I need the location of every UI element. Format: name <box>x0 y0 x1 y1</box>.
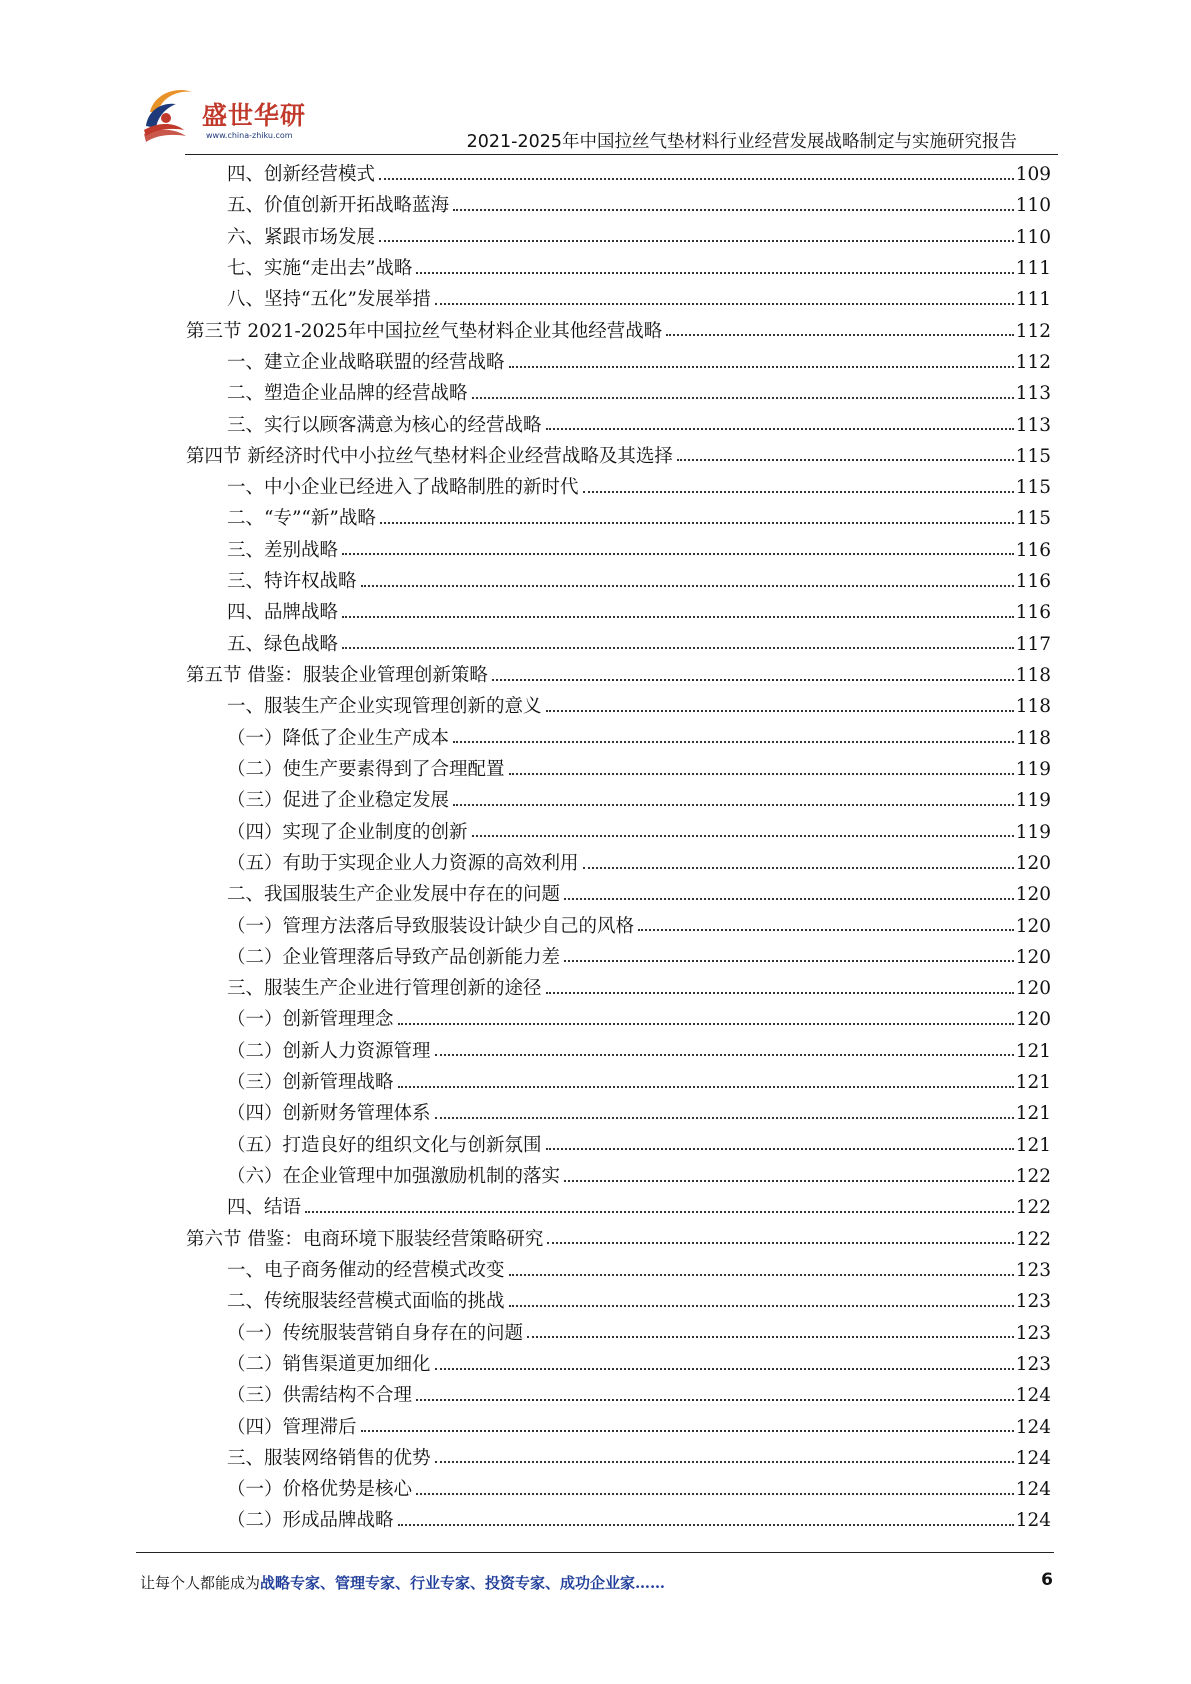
toc-entry[interactable] <box>186 1192 1051 1223</box>
toc-entry-title: 四、结语 <box>227 1197 302 1219</box>
toc-dot-leader <box>583 491 1014 493</box>
toc-entry[interactable] <box>186 316 1051 347</box>
toc-entry-page: 116 <box>1015 539 1051 561</box>
toc-entry-title: 五、绿色战略 <box>227 633 339 655</box>
toc-entry-title: （五）打造良好的组织文化与创新氛围 <box>227 1134 542 1156</box>
toc-dot-leader <box>546 992 1014 994</box>
logo-url: www.china-zhiku.com <box>206 131 293 140</box>
table-of-contents <box>186 159 1051 1537</box>
logo-name: 盛世华研 <box>202 101 307 130</box>
toc-dot-leader <box>666 334 1013 336</box>
toc-dot-leader <box>416 1399 1014 1401</box>
toc-entry-page: 123 <box>1015 1291 1051 1313</box>
toc-dot-leader <box>547 1242 1013 1244</box>
toc-dot-leader <box>546 710 1014 712</box>
toc-dot-leader <box>435 1461 1014 1463</box>
toc-entry[interactable] <box>186 1474 1051 1505</box>
toc-entry-title: 三、服装生产企业进行管理创新的途径 <box>227 978 542 1000</box>
toc-entry-title: （二）使生产要素得到了合理配置 <box>227 758 505 780</box>
toc-entry[interactable] <box>186 1255 1051 1286</box>
toc-entry-page: 110 <box>1015 195 1051 217</box>
toc-entry-page: 120 <box>1015 978 1051 1000</box>
toc-entry-title: （四）实现了企业制度的创新 <box>227 821 468 843</box>
toc-entry[interactable] <box>186 848 1051 879</box>
toc-dot-leader <box>435 1054 1014 1056</box>
toc-entry-title: 三、实行以顾客满意为核心的经营战略 <box>227 414 542 436</box>
toc-dot-leader <box>435 1368 1014 1370</box>
toc-entry[interactable] <box>186 1098 1051 1129</box>
toc-entry-title: （二）销售渠道更加细化 <box>227 1353 431 1375</box>
toc-entry-title: 三、差别战略 <box>227 539 339 561</box>
toc-entry-page: 116 <box>1015 602 1051 624</box>
toc-entry-page: 113 <box>1015 383 1051 405</box>
toc-dot-leader <box>379 240 1014 242</box>
toc-entry-title: 四、品牌战略 <box>227 602 339 624</box>
toc-entry[interactable] <box>186 1224 1051 1255</box>
logo-emblem-icon <box>140 82 206 148</box>
toc-entry[interactable] <box>186 1004 1051 1035</box>
toc-entry-title: （四）创新财务管理体系 <box>227 1103 431 1125</box>
toc-entry[interactable] <box>186 1443 1051 1474</box>
toc-entry[interactable] <box>186 942 1051 973</box>
toc-dot-leader <box>416 272 1013 274</box>
toc-entry-page: 122 <box>1015 1197 1051 1219</box>
toc-dot-leader <box>435 303 1014 305</box>
toc-dot-leader <box>342 553 1014 555</box>
toc-entry-page: 111 <box>1015 257 1051 279</box>
toc-entry-page: 120 <box>1015 884 1051 906</box>
toc-entry-page: 123 <box>1015 1322 1051 1344</box>
toc-dot-leader <box>546 1148 1014 1150</box>
toc-entry-title: 二、我国服装生产企业发展中存在的问题 <box>227 884 561 906</box>
toc-entry[interactable] <box>186 535 1051 566</box>
toc-dot-leader <box>638 929 1014 931</box>
footer-slogan <box>140 1572 665 1593</box>
toc-dot-leader <box>509 773 1014 775</box>
toc-entry-title: （三）促进了企业稳定发展 <box>227 790 450 812</box>
toc-entry[interactable] <box>186 378 1051 409</box>
toc-entry-title: （二）创新人力资源管理 <box>227 1040 431 1062</box>
toc-dot-leader <box>380 522 1014 524</box>
page-header <box>0 0 1191 160</box>
toc-entry-page: 113 <box>1015 414 1051 436</box>
toc-entry-title: 二、塑造企业品牌的经营战略 <box>227 383 468 405</box>
toc-entry[interactable] <box>186 1505 1051 1536</box>
toc-entry[interactable] <box>186 597 1051 628</box>
toc-entry[interactable] <box>186 785 1051 816</box>
toc-entry-page: 118 <box>1015 665 1051 686</box>
toc-entry-title: 第三节 2021-2025年中国拉丝气垫材料企业其他经营战略 <box>186 320 663 342</box>
page-number: 6 <box>1041 1570 1053 1590</box>
toc-dot-leader <box>342 616 1014 618</box>
toc-dot-leader <box>453 209 1014 211</box>
toc-entry-title: （四）管理滞后 <box>227 1416 357 1438</box>
toc-dot-leader <box>342 647 1014 649</box>
toc-entry-page: 112 <box>1015 351 1051 373</box>
toc-entry-page: 117 <box>1015 633 1051 655</box>
toc-dot-leader <box>564 1180 1014 1182</box>
toc-entry[interactable] <box>186 410 1051 441</box>
toc-entry-title: 二、传统服装经营模式面临的挑战 <box>227 1291 505 1313</box>
toc-entry[interactable] <box>186 222 1051 253</box>
toc-entry-title: 第四节 新经济时代中小拉丝气垫材料企业经营战略及其选择 <box>186 445 673 467</box>
toc-entry-page: 118 <box>1015 727 1051 749</box>
toc-entry-page: 115 <box>1015 477 1051 499</box>
toc-entry-page: 121 <box>1015 1040 1051 1062</box>
toc-entry[interactable] <box>186 1286 1051 1317</box>
toc-entry[interactable] <box>186 284 1051 315</box>
toc-entry-title: 二、“专”“新”战略 <box>227 508 376 530</box>
toc-entry-title: 一、建立企业战略联盟的经营战略 <box>227 351 505 373</box>
toc-dot-leader <box>564 960 1014 962</box>
toc-entry-page: 119 <box>1015 790 1051 812</box>
toc-entry[interactable] <box>186 472 1051 503</box>
toc-entry-title: 一、服装生产企业实现管理创新的意义 <box>227 696 542 718</box>
toc-entry-page: 122 <box>1015 1166 1051 1187</box>
toc-dot-leader <box>416 1493 1014 1495</box>
toc-entry[interactable] <box>186 1318 1051 1349</box>
toc-entry[interactable] <box>186 503 1051 534</box>
toc-entry[interactable] <box>186 1036 1051 1067</box>
toc-entry-title: 七、实施“走出去”战略 <box>227 257 413 279</box>
toc-entry-title: 五、价值创新开拓战略蓝海 <box>227 195 450 217</box>
toc-entry-page: 124 <box>1015 1447 1051 1469</box>
toc-entry-page: 123 <box>1015 1353 1051 1375</box>
toc-entry[interactable] <box>186 253 1051 284</box>
toc-entry-page: 121 <box>1015 1072 1051 1094</box>
footer-slogan-prefix: 让每个人都能成为 <box>140 1574 261 1592</box>
toc-entry-page: 124 <box>1015 1510 1051 1532</box>
toc-entry[interactable] <box>186 629 1051 660</box>
toc-entry[interactable] <box>186 159 1051 190</box>
toc-entry-title: （三）供需结构不合理 <box>227 1385 413 1407</box>
toc-entry-page: 116 <box>1015 571 1051 593</box>
toc-entry[interactable] <box>186 347 1051 378</box>
toc-entry-title: 八、坚持“五化”发展举措 <box>227 289 431 311</box>
toc-entry[interactable] <box>186 691 1051 722</box>
toc-entry-title: （一）价格优势是核心 <box>227 1479 413 1501</box>
toc-entry-page: 119 <box>1015 821 1051 843</box>
toc-dot-leader <box>453 741 1014 743</box>
toc-entry-page: 124 <box>1015 1479 1051 1501</box>
toc-entry-title: （二）形成品牌战略 <box>227 1510 394 1532</box>
toc-entry[interactable] <box>186 1380 1051 1411</box>
toc-entry[interactable] <box>186 723 1051 754</box>
toc-entry-title: 三、服装网络销售的优势 <box>227 1447 431 1469</box>
toc-dot-leader <box>398 1023 1014 1025</box>
toc-entry-page: 110 <box>1015 226 1051 248</box>
toc-entry[interactable] <box>186 1130 1051 1161</box>
footer-divider <box>136 1552 1054 1553</box>
toc-entry-title: （一）传统服装营销自身存在的问题 <box>227 1322 524 1344</box>
toc-dot-leader <box>509 366 1014 368</box>
toc-dot-leader <box>492 679 1014 681</box>
toc-entry[interactable] <box>186 441 1051 472</box>
toc-dot-leader <box>472 835 1014 837</box>
toc-dot-leader <box>509 1274 1014 1276</box>
toc-entry[interactable] <box>186 1161 1051 1192</box>
toc-dot-leader <box>472 397 1014 399</box>
toc-entry[interactable] <box>186 973 1051 1004</box>
toc-entry-title: 三、特许权战略 <box>227 571 357 593</box>
toc-entry[interactable] <box>186 1349 1051 1380</box>
toc-dot-leader <box>435 1117 1014 1119</box>
toc-entry-page: 112 <box>1015 320 1051 342</box>
toc-dot-leader <box>398 1086 1014 1088</box>
toc-entry-page: 121 <box>1015 1134 1051 1156</box>
toc-entry[interactable] <box>186 1067 1051 1098</box>
toc-entry[interactable] <box>186 566 1051 597</box>
toc-entry-title: （一）管理方法落后导致服装设计缺少自己的风格 <box>227 915 635 937</box>
report-title: 2021-2025年中国拉丝气垫材料行业经营发展战略制定与实施研究报告 <box>466 132 1017 152</box>
header-divider <box>185 154 1058 155</box>
toc-dot-leader <box>379 178 1014 180</box>
toc-entry-title: 第五节 借鉴：服装企业管理创新策略 <box>186 665 488 686</box>
toc-entry-title: （六）在企业管理中加强激励机制的落实 <box>227 1166 561 1187</box>
toc-entry-title: 四、创新经营模式 <box>227 164 376 185</box>
toc-entry[interactable] <box>186 660 1051 691</box>
toc-dot-leader <box>677 459 1014 461</box>
toc-dot-leader <box>546 428 1014 430</box>
toc-entry[interactable] <box>186 190 1051 221</box>
toc-entry-title: 六、紧跟市场发展 <box>227 226 376 248</box>
toc-entry[interactable] <box>186 879 1051 910</box>
toc-dot-leader <box>509 1305 1014 1307</box>
toc-entry-page: 120 <box>1015 852 1051 874</box>
toc-entry-page: 115 <box>1015 508 1051 530</box>
toc-entry-page: 121 <box>1015 1103 1051 1125</box>
toc-dot-leader <box>361 585 1014 587</box>
toc-dot-leader <box>361 1430 1014 1432</box>
toc-dot-leader <box>305 1211 1014 1213</box>
toc-entry-page: 120 <box>1015 915 1051 937</box>
toc-dot-leader <box>398 1524 1014 1526</box>
toc-entry-title: （一）创新管理理念 <box>227 1009 394 1031</box>
toc-entry-page: 120 <box>1015 1009 1051 1031</box>
toc-dot-leader <box>564 898 1014 900</box>
toc-entry-page: 123 <box>1015 1259 1051 1281</box>
toc-entry-title: （三）创新管理战略 <box>227 1072 394 1094</box>
toc-entry[interactable] <box>186 911 1051 942</box>
toc-entry-title: 一、电子商务催动的经营模式改变 <box>227 1259 505 1281</box>
toc-entry-page: 109 <box>1015 164 1051 185</box>
toc-dot-leader <box>527 1336 1014 1338</box>
toc-entry[interactable] <box>186 1412 1051 1443</box>
toc-dot-leader <box>583 867 1014 869</box>
toc-entry-page: 119 <box>1015 758 1051 780</box>
toc-entry-title: （一）降低了企业生产成本 <box>227 727 450 749</box>
toc-entry-page: 115 <box>1015 445 1051 467</box>
toc-entry[interactable] <box>186 754 1051 785</box>
toc-entry-title: 一、中小企业已经进入了战略制胜的新时代 <box>227 477 579 499</box>
toc-entry-title: （二）企业管理落后导致产品创新能力差 <box>227 946 561 968</box>
toc-entry[interactable] <box>186 817 1051 848</box>
toc-entry-title: 第六节 借鉴：电商环境下服装经营策略研究 <box>186 1228 544 1250</box>
toc-entry-page: 124 <box>1015 1416 1051 1438</box>
toc-entry-page: 111 <box>1015 289 1051 311</box>
toc-entry-page: 118 <box>1015 696 1051 718</box>
toc-entry-page: 120 <box>1015 946 1051 968</box>
toc-entry-title: （五）有助于实现企业人力资源的高效利用 <box>227 852 579 874</box>
toc-entry-page: 122 <box>1015 1228 1051 1250</box>
company-logo <box>140 82 310 152</box>
toc-entry-page: 124 <box>1015 1385 1051 1407</box>
toc-dot-leader <box>453 804 1014 806</box>
footer-slogan-highlight: 战略专家、管理专家、行业专家、投资专家、成功企业家…… <box>260 1574 666 1592</box>
